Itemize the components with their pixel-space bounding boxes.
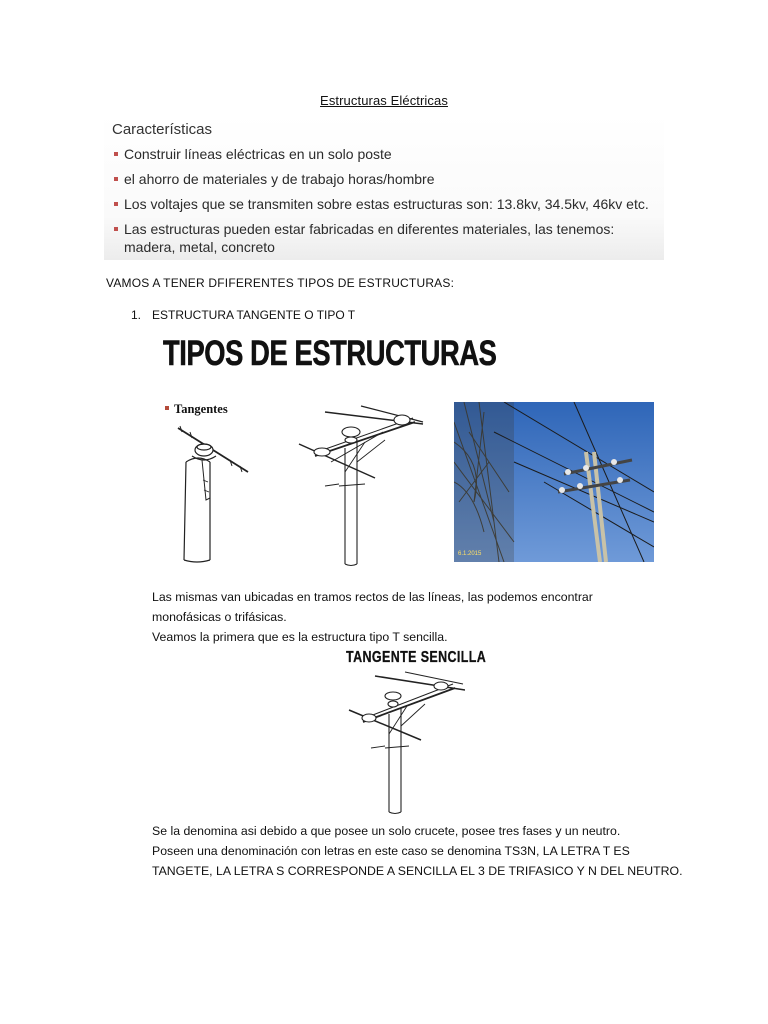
paragraph1-line3: Veamos la primera que es la estructura tipo T sencilla.	[152, 630, 448, 644]
bullet-icon	[114, 202, 118, 206]
bullet-icon	[114, 227, 118, 231]
list-number: 1.	[131, 308, 142, 322]
tangente-sencilla-illustration	[345, 670, 465, 815]
paragraph2-line1: Se la denomina asi debido a que posee un solo crucete, posee tres fases y un neutro.	[152, 824, 621, 838]
paragraph2-line3: TANGETE, LA LETRA S CORRESPONDE A SENCILLA EL 3 DE TRIFASICO Y N DEL NEUTRO.	[152, 864, 683, 878]
figure-title: TIPOS DE ESTRUCTURAS	[163, 334, 497, 373]
characteristics-heading: Características	[112, 121, 213, 138]
single-pole-illustration	[170, 420, 255, 565]
photo-date-stamp: 6.1.2015	[458, 551, 482, 557]
paragraph1-line2: monofásicas o trifásicas.	[152, 610, 287, 624]
paragraph1-line1: Las mismas van ubicadas en tramos rectos de las líneas, las podemos encontrar	[152, 590, 593, 604]
figure-subtitle: TANGENTE SENCILLA	[346, 649, 487, 666]
power-pole-photo	[454, 402, 654, 562]
list-item	[114, 195, 662, 213]
list-item	[114, 170, 662, 188]
bullet-icon	[114, 152, 118, 156]
list-item-text: Las estructuras pueden estar fabricadas en diferentes materiales, las tenemos: madera, metal, concreto	[124, 221, 615, 255]
characteristics-list	[114, 145, 662, 256]
list-item	[114, 145, 662, 163]
list-item	[114, 220, 662, 256]
list-item-text: Los voltajes que se transmiten sobre estas estructuras son: 13.8kv, 34.5kv, 46kv etc.	[124, 196, 649, 212]
figure-bullet-label: Tangentes	[174, 402, 228, 416]
list-item-text: Construir líneas eléctricas en un solo poste	[124, 146, 392, 162]
list-item-text: el ahorro de materiales y de trabajo horas/hombre	[124, 171, 435, 187]
bullet-icon	[114, 177, 118, 181]
document-title: Estructuras Eléctricas	[320, 93, 448, 108]
three-phase-pole-illustration	[295, 402, 430, 567]
list-item-heading: ESTRUCTURA TANGENTE O TIPO T	[152, 308, 356, 322]
paragraph2-line2: Poseen una denominación con letras en este caso se denomina TS3N, LA LETRA T ES	[152, 844, 630, 858]
section-intro: VAMOS A TENER DFIFERENTES TIPOS DE ESTRUCTURAS:	[106, 276, 455, 290]
bullet-icon	[165, 406, 169, 410]
